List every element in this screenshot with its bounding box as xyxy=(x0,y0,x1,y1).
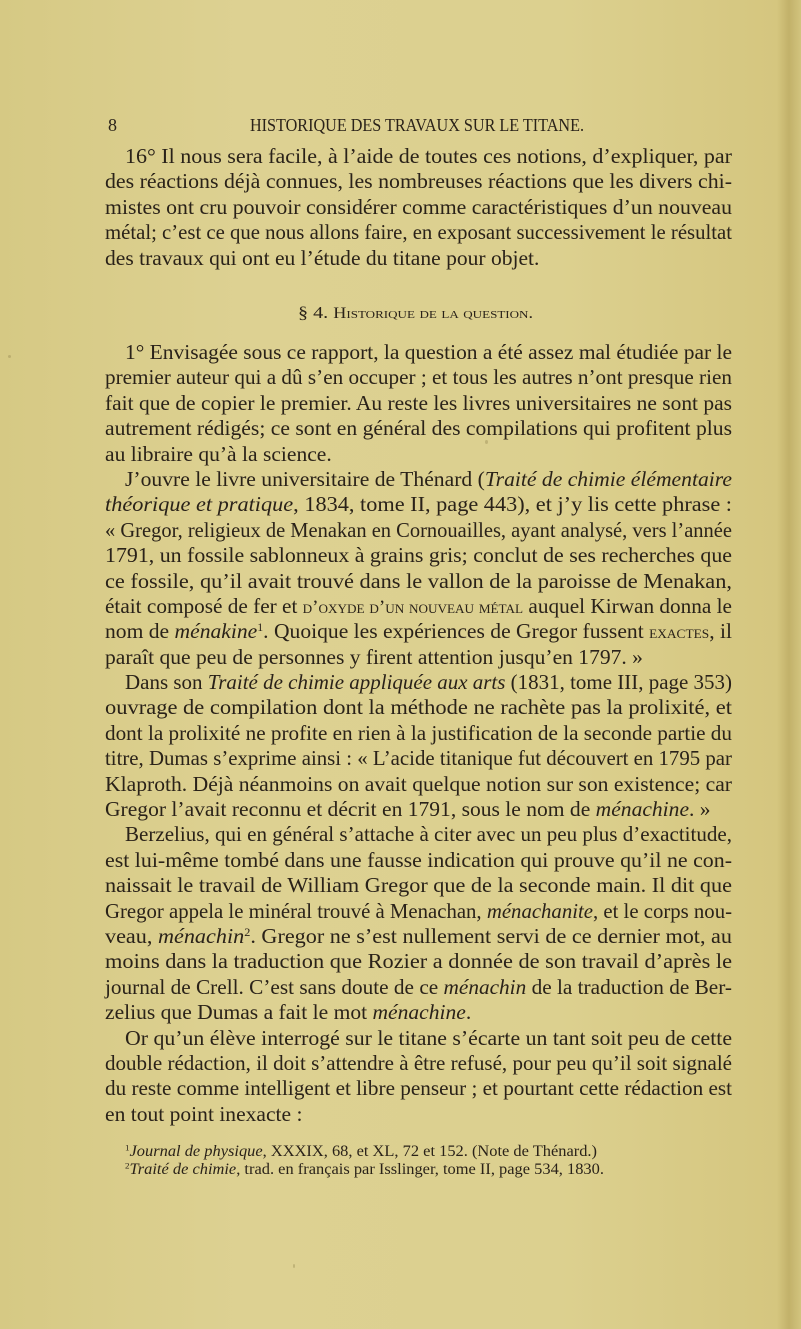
text-line xyxy=(105,1026,732,1051)
italic-text: Traité de chimie appliquée aux arts xyxy=(207,670,506,695)
text-line xyxy=(105,949,732,974)
text-line xyxy=(105,772,732,797)
text-run: , 1834, tome II, page 443), et j’y lis cette phrase : xyxy=(293,492,732,517)
paper-speck xyxy=(293,1264,295,1268)
footnote xyxy=(125,1161,685,1179)
text-line xyxy=(105,518,732,543)
text-line xyxy=(105,467,732,492)
text-run: Gregor appela le minéral trouvé à Menachan, xyxy=(105,898,487,923)
text-line xyxy=(105,144,732,169)
text-run: zelius que Dumas a fait le mot xyxy=(105,1000,373,1025)
italic-text: théorique et pratique xyxy=(105,492,294,517)
running-header xyxy=(105,113,732,137)
text-line xyxy=(105,873,732,898)
text-line xyxy=(105,594,732,619)
text-line xyxy=(105,169,732,194)
text-run: J’ouvre le livre universitaire de Thénard ( xyxy=(125,466,485,491)
text-run: métal; c’est ce que nous allons faire, en exposant successivement le résultat xyxy=(105,220,732,245)
text-run: , trad. en français par Isslinger, tome II, page 534, 1830. xyxy=(236,1161,604,1178)
text-run: . Quoique les expériences de Gregor fussent xyxy=(263,619,650,644)
italic-text: ménachin xyxy=(443,974,527,999)
section-number: § 4. xyxy=(298,303,329,322)
footnote-marker: 1 xyxy=(257,622,264,635)
text-line xyxy=(105,670,732,695)
text-run: , il xyxy=(709,619,732,644)
text-run: nom de xyxy=(105,619,175,644)
small-caps-text: d’oxyde d’un nouveau métal xyxy=(302,596,524,618)
text-run: . Gregor ne s’est nullement servi de ce dernier mot, au xyxy=(250,923,732,948)
text-run: en tout point inexacte : xyxy=(105,1101,303,1126)
italic-text: Journal de physique xyxy=(129,1143,263,1160)
text-run: moins dans la traduction que Rozier a donnée de son travail d’après le xyxy=(105,949,732,974)
text-line xyxy=(105,492,732,517)
text-line xyxy=(105,924,732,949)
body-text xyxy=(105,340,732,1127)
text-run: Berzelius, qui en général s’attache à citer avec un peu plus d’exactitude, xyxy=(125,822,732,847)
text-line xyxy=(105,543,732,568)
section-title: Historique de la question. xyxy=(333,305,533,322)
text-run: Dans son xyxy=(125,670,208,695)
footnote-marker: 2 xyxy=(244,927,251,940)
text-run: ouvrage de compilation dont la méthode ne rachète pas la prolixité, et xyxy=(105,695,732,720)
text-run: autrement rédigés; ce sont en général des compilations qui profitent plus xyxy=(105,416,732,441)
italic-text: Traité de chimie élémentaire xyxy=(484,466,732,491)
text-line xyxy=(105,416,732,441)
text-run: titre, Dumas s’exprime ainsi : « L’acide titanique fut découvert en 1795 par xyxy=(105,746,732,771)
page-number: 8 xyxy=(108,115,117,135)
text-line xyxy=(105,746,732,771)
text-run: premier auteur qui a dû s’en occuper ; et tous les autres n’ont presque rien xyxy=(105,365,732,390)
paper-speck xyxy=(8,355,11,358)
text-run: mistes ont cru pouvoir considérer comme caractéristiques d’un nouveau xyxy=(105,194,732,219)
text-line xyxy=(105,695,732,720)
footnote-marker: 2 xyxy=(125,1160,130,1171)
text-run: , et le corps nou- xyxy=(592,898,732,923)
text-run: 16° Il nous sera facile, à l’aide de toutes ces notions, d’expliquer, par xyxy=(125,144,732,168)
text-line xyxy=(105,1051,732,1076)
small-caps-text: exactes xyxy=(649,622,710,644)
text-run: Gregor l’avait reconnu et décrit en 1791, sous le nom de xyxy=(105,797,596,822)
text-line xyxy=(105,721,732,746)
text-run: naissait le travail de William Gregor que de la seconde main. Il dit que xyxy=(105,873,732,898)
text-line xyxy=(105,619,732,644)
text-run: double rédaction, il doit s’attendre à être refusé, pour peu qu’il soit signalé xyxy=(105,1050,732,1075)
text-line xyxy=(105,246,732,271)
text-line xyxy=(105,1076,732,1101)
footnote xyxy=(125,1143,685,1161)
text-run: auquel Kirwan donna le xyxy=(523,593,733,618)
text-line xyxy=(105,645,732,670)
italic-text: ménachine xyxy=(372,1000,466,1025)
text-line xyxy=(105,442,732,467)
text-line xyxy=(105,975,732,1000)
text-line xyxy=(105,569,732,594)
text-run: paraît que peu de personnes y firent attention jusqu’en 1797. » xyxy=(105,644,643,669)
italic-text: Traité de chimie xyxy=(129,1161,237,1178)
section-heading xyxy=(298,301,533,325)
text-line xyxy=(105,848,732,873)
text-run: de la traduction de Ber- xyxy=(526,974,732,999)
text-line xyxy=(105,391,732,416)
text-run: Klaproth. Déjà néanmoins on avait quelque notion sur son existence; car xyxy=(105,771,732,796)
text-line xyxy=(105,797,732,822)
text-run: . » xyxy=(689,797,711,822)
footnotes xyxy=(125,1143,685,1179)
text-run: journal de Crell. C’est sans doute de ce xyxy=(105,974,444,999)
footnote-marker: 1 xyxy=(125,1142,130,1153)
text-line xyxy=(105,822,732,847)
text-run: , XXXIX, 68, et XL, 72 et 152. (Note de Thénard.) xyxy=(262,1143,598,1160)
text-run: 1° Envisagée sous ce rapport, la question a été assez mal étudiée par le xyxy=(125,340,733,364)
text-run: veau, xyxy=(105,923,158,948)
text-line xyxy=(105,1000,732,1025)
italic-text: ménachin xyxy=(157,923,245,948)
italic-text: ménakine xyxy=(174,619,258,644)
text-run: dont la prolixité ne profite en rien à la justification de la seconde partie du xyxy=(105,720,732,745)
text-run: Or qu’un élève interrogé sur le titane s’écarte un tant soit peu de cette xyxy=(125,1025,732,1050)
text-run: ce fossile, qu’il avait trouvé dans le vallon de la paroisse de Menakan, xyxy=(105,568,732,593)
text-line xyxy=(105,195,732,220)
italic-text: ménachine xyxy=(595,797,690,822)
text-run: est lui-même tombé dans une fausse indication qui prouve qu’il ne con- xyxy=(105,847,732,872)
paragraph-intro xyxy=(105,144,732,271)
text-run: (1831, tome III, page 353) xyxy=(505,670,732,695)
text-line xyxy=(105,365,732,390)
text-line xyxy=(105,1102,732,1127)
italic-text: ménachanite xyxy=(486,898,593,923)
text-run: . xyxy=(465,1000,472,1025)
text-line xyxy=(105,899,732,924)
text-run: du reste comme intelligent et libre penseur ; et pourtant cette rédaction est xyxy=(105,1076,732,1101)
text-line xyxy=(105,220,732,245)
text-run: fait que de copier le premier. Au reste les livres universitaires ne sont pas xyxy=(105,390,732,415)
text-run: au libraire qu’à la science. xyxy=(105,441,332,466)
text-run: des réactions déjà connues, les nombreuses réactions que les divers chi- xyxy=(105,169,733,194)
text-run: 1791, un fossile sablonneux à grains gris; conclut de ses recherches que xyxy=(105,543,732,568)
running-title: HISTORIQUE DES TRAVAUX SUR LE TITANE. xyxy=(250,115,584,135)
text-run: des travaux qui ont eu l’étude du titane pour objet. xyxy=(105,245,540,270)
text-run: était composé de fer et xyxy=(105,593,303,618)
paper-speck xyxy=(485,440,488,444)
text-line xyxy=(105,340,732,365)
text-run: « Gregor, religieux de Menakan en Cornouailles, ayant analysé, vers l’année xyxy=(105,517,732,542)
